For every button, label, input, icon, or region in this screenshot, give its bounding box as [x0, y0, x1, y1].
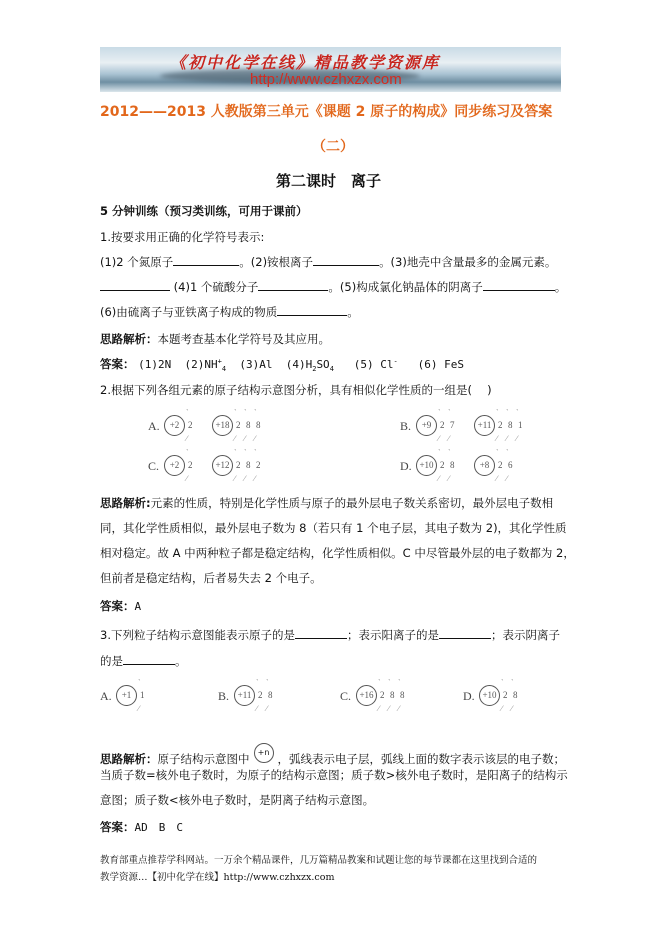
- analysis-label: 思路解析：: [100, 332, 158, 346]
- analysis-text: 但前者是稳定结构，后者易失去 2 个电子。: [100, 571, 322, 585]
- electron-shell-arc: ⁄: [511, 704, 513, 713]
- shell-electron-count: 7: [450, 420, 455, 430]
- shell-electron-count: 8: [256, 420, 261, 430]
- banner-url[interactable]: http://www.czhxzx.com: [250, 71, 402, 88]
- shell-electron-count: 1: [518, 420, 523, 430]
- analysis-text: 相对稳定。故 A 中两种粒子都是稳定结构，化学性质相似。C 中尽管最外层的电子数都为 2，: [100, 546, 575, 560]
- shell-electron-count: 8: [508, 420, 513, 430]
- question-1-line: [100, 254, 556, 270]
- electron-shell-arc: ˋ: [378, 678, 381, 687]
- nucleus-circle: +11: [234, 685, 255, 706]
- lesson-title: 第二课时 离子: [276, 172, 382, 190]
- question-1-line: [100, 304, 359, 320]
- footer-text: 教学资源…【初中化学在线】: [100, 872, 224, 883]
- shell-electron-count: 2: [188, 420, 193, 430]
- electron-shell-arc: ˋ: [186, 408, 189, 417]
- electron-shell-arc: ⁄: [388, 704, 390, 713]
- electron-shell-arc: ˋ: [256, 678, 259, 687]
- analysis-label: 思路解析：: [100, 752, 158, 766]
- option-label: C.: [340, 689, 352, 703]
- shell-electron-count: 8: [390, 690, 395, 700]
- nucleus-circle: +11: [474, 415, 495, 436]
- q1-analysis: [100, 331, 330, 347]
- q1-part: (4)1 个硫酸分子: [170, 280, 259, 294]
- shell-electron-count: 8: [513, 690, 518, 700]
- electron-shell-arc: ˋ: [234, 408, 237, 417]
- electron-shell-arc: ⁄: [254, 434, 256, 443]
- q1-part: 。: [347, 305, 359, 319]
- analysis-label: 思路解析:: [100, 496, 151, 510]
- electron-shell-arc: ˋ: [138, 678, 141, 687]
- footer-url[interactable]: http://www.czhxzx.com: [223, 872, 335, 883]
- shell-electron-count: 2: [503, 690, 508, 700]
- electron-shell-arc: ˋ: [506, 448, 509, 457]
- document-title: 2012——2013 人教版第三单元《课题 2 原子的构成》同步练习及答案: [100, 104, 553, 120]
- electron-shell-arc: ⁄: [506, 474, 508, 483]
- electron-shell-arc: ⁄: [496, 434, 498, 443]
- option-label: D.: [463, 689, 475, 703]
- shell-electron-count: 2: [256, 460, 261, 470]
- nucleus-circle: +2: [164, 415, 185, 436]
- electron-shell-arc: ⁄: [186, 434, 188, 443]
- electron-shell-arc: ˋ: [511, 678, 514, 687]
- electron-shell-arc: ˋ: [438, 448, 441, 457]
- electron-shell-arc: ˋ: [448, 408, 451, 417]
- analysis-text: 元素的性质，特别是化学性质与原子的最外层电子数关系密切，最外层电子数相: [150, 496, 554, 510]
- electron-shell-arc: ⁄: [138, 704, 140, 713]
- answer-blank[interactable]: [100, 279, 170, 291]
- option-label: A.: [100, 689, 112, 703]
- nucleus-circle: +2: [164, 455, 185, 476]
- shell-electron-count: 8: [246, 420, 251, 430]
- shell-electron-count: 2: [236, 420, 241, 430]
- q1-part: 。(3)地壳中含量最多的金属元素。: [379, 255, 557, 269]
- q1-part: 。(5)构成氯化钠晶体的阴离子: [328, 280, 483, 294]
- q3-analysis: [100, 743, 565, 767]
- electron-shell-arc: ˋ: [244, 408, 247, 417]
- electron-shell-arc: ⁄: [234, 434, 236, 443]
- answer-blank[interactable]: [295, 627, 347, 639]
- electron-shell-arc: ˋ: [438, 408, 441, 417]
- electron-shell-arc: ˋ: [254, 448, 257, 457]
- shell-electron-count: 8: [268, 690, 273, 700]
- q1-answer: [100, 356, 464, 373]
- electron-shell-arc: ⁄: [448, 474, 450, 483]
- shell-electron-count: 2: [440, 460, 445, 470]
- answer-blank[interactable]: [173, 254, 239, 266]
- electron-shell-arc: ˋ: [244, 448, 247, 457]
- electron-shell-arc: ˋ: [388, 678, 391, 687]
- electron-shell-arc: ⁄: [506, 434, 508, 443]
- electron-shell-arc: ⁄: [398, 704, 400, 713]
- q3-part: 的是: [100, 654, 123, 668]
- q3-answer: [100, 819, 183, 835]
- electron-shell-arc: ˋ: [254, 408, 257, 417]
- answer-blank[interactable]: [439, 627, 491, 639]
- shell-electron-count: 2: [498, 460, 503, 470]
- nucleus-circle: +1: [116, 685, 137, 706]
- option-label: B.: [218, 689, 230, 703]
- shell-electron-count: 8: [400, 690, 405, 700]
- shell-electron-count: 2: [440, 420, 445, 430]
- answer-label: 答案：: [100, 820, 135, 834]
- electron-shell-arc: ⁄: [438, 434, 440, 443]
- electron-shell-arc: ˋ: [506, 408, 509, 417]
- shell-electron-count: 8: [450, 460, 455, 470]
- answer-label: 答案：: [100, 599, 135, 613]
- electron-shell-arc: ⁄: [266, 704, 268, 713]
- q3-part: 。: [175, 654, 187, 668]
- electron-shell-arc: ˋ: [496, 408, 499, 417]
- analysis-text: 原子结构示意图中: [157, 752, 250, 766]
- question-1-line: [100, 279, 566, 295]
- electron-shell-arc: ⁄: [234, 474, 236, 483]
- q2-analysis: [100, 495, 553, 511]
- electron-shell-arc: ⁄: [244, 474, 246, 483]
- analysis-text: ，弧线表示电子层，弧线上面的数字表示该层的电子数；: [277, 752, 565, 766]
- footer-line: 教育部重点推荐学科网站。一万余个精品课件，几万篇精品教案和试题让您的每节课都在这里找到合适的: [100, 855, 538, 866]
- option-label: D.: [400, 459, 412, 473]
- answer-blank[interactable]: [313, 254, 379, 266]
- electron-shell-arc: ⁄: [516, 434, 518, 443]
- nucleus-circle: +8: [474, 455, 495, 476]
- site-banner: [100, 47, 561, 92]
- question-3-stem: [100, 627, 560, 643]
- footer-line: [100, 869, 334, 883]
- q2-answer: [100, 598, 141, 614]
- answer-blank[interactable]: [277, 304, 347, 316]
- question-3-stem: [100, 653, 187, 669]
- shell-electron-count: 2: [498, 420, 503, 430]
- answer-blank[interactable]: [258, 279, 328, 291]
- analysis-text: 意图；质子数<核外电子数时，是阴离子结构示意图。: [100, 793, 375, 807]
- answer-text: (1)2N $(2)NH^+_4$ (3)Al $(4)H_2SO_4$ (5) Cl- (6) FeS: [138, 357, 464, 374]
- shell-electron-count: 2: [258, 690, 263, 700]
- banner-title: 《初中化学在线》精品教学资源库: [170, 53, 441, 72]
- electron-shell-arc: ˋ: [516, 408, 519, 417]
- nucleus-circle: +12: [212, 455, 233, 476]
- answer-text: A: [134, 600, 142, 613]
- electron-shell-arc: ˋ: [266, 678, 269, 687]
- q1-part: 。(2)铵根离子: [239, 255, 314, 269]
- shell-electron-count: 2: [188, 460, 193, 470]
- electron-shell-arc: ⁄: [438, 474, 440, 483]
- answer-blank[interactable]: [123, 653, 175, 665]
- shell-electron-count: 8: [246, 460, 251, 470]
- option-label: A.: [148, 419, 160, 433]
- question-1-stem: 1.按要求用正确的化学符号表示:: [100, 230, 265, 244]
- shell-electron-count: 2: [236, 460, 241, 470]
- electron-shell-arc: ⁄: [378, 704, 380, 713]
- answer-label: 答案：: [100, 357, 135, 371]
- q3-part: ；表示阳离子的是: [346, 628, 439, 642]
- option-label: C.: [148, 459, 160, 473]
- electron-shell-arc: ⁄: [448, 434, 450, 443]
- nucleus-circle: +18: [212, 415, 233, 436]
- q3-part: ；表示阴离子: [490, 628, 560, 642]
- shell-electron-count: 1: [140, 690, 145, 700]
- option-label: B.: [400, 419, 412, 433]
- electron-shell-arc: ⁄: [496, 474, 498, 483]
- shell-electron-count: 2: [380, 690, 385, 700]
- analysis-text: 当质子数=核外电子数时，为原子的结构示意图；质子数>核外电子数时，是阳离子的结构示: [100, 768, 568, 782]
- electron-shell-arc: ˋ: [496, 448, 499, 457]
- electron-shell-arc: ⁄: [186, 474, 188, 483]
- document-title-part: （二）: [312, 139, 354, 155]
- electron-shell-arc: ˋ: [448, 448, 451, 457]
- electron-shell-arc: ⁄: [244, 434, 246, 443]
- nucleus-circle: +9: [416, 415, 437, 436]
- q1-part: (1)2 个氮原子: [100, 255, 174, 269]
- section-heading: 5 分钟训练（预习类训练，可用于课前）: [100, 204, 308, 218]
- shell-electron-count: 6: [508, 460, 513, 470]
- q1-part: 。: [554, 280, 567, 294]
- q3-part: 3.下列粒子结构示意图能表示原子的是: [100, 628, 295, 642]
- electron-shell-arc: ⁄: [256, 704, 258, 713]
- electron-shell-arc: ˋ: [234, 448, 237, 457]
- question-2-stem: 2.根据下列各组元素的原子结构示意图分析，具有相似化学性质的一组是( ): [100, 383, 492, 397]
- electron-shell-arc: ˋ: [501, 678, 504, 687]
- electron-shell-arc: ⁄: [254, 474, 256, 483]
- electron-shell-arc: ⁄: [501, 704, 503, 713]
- analysis-text: 本题考查基本化学符号及其应用。: [157, 332, 330, 346]
- nucleus-circle: +10: [416, 455, 437, 476]
- answer-blank[interactable]: [483, 279, 555, 291]
- electron-shell-arc: ˋ: [398, 678, 401, 687]
- electron-shell-arc: ˋ: [186, 448, 189, 457]
- answer-text: AD B C: [134, 821, 183, 834]
- nucleus-circle: +16: [356, 685, 377, 706]
- q1-part: (6)由硫离子与亚铁离子构成的物质: [100, 305, 278, 319]
- inline-nucleus-diagram: +n: [254, 743, 274, 763]
- analysis-text: 同，其化学性质相似，最外层电子数为 8（若只有 1 个电子层，其电子数为 2)，其化学性质: [100, 521, 567, 535]
- nucleus-circle: +10: [479, 685, 500, 706]
